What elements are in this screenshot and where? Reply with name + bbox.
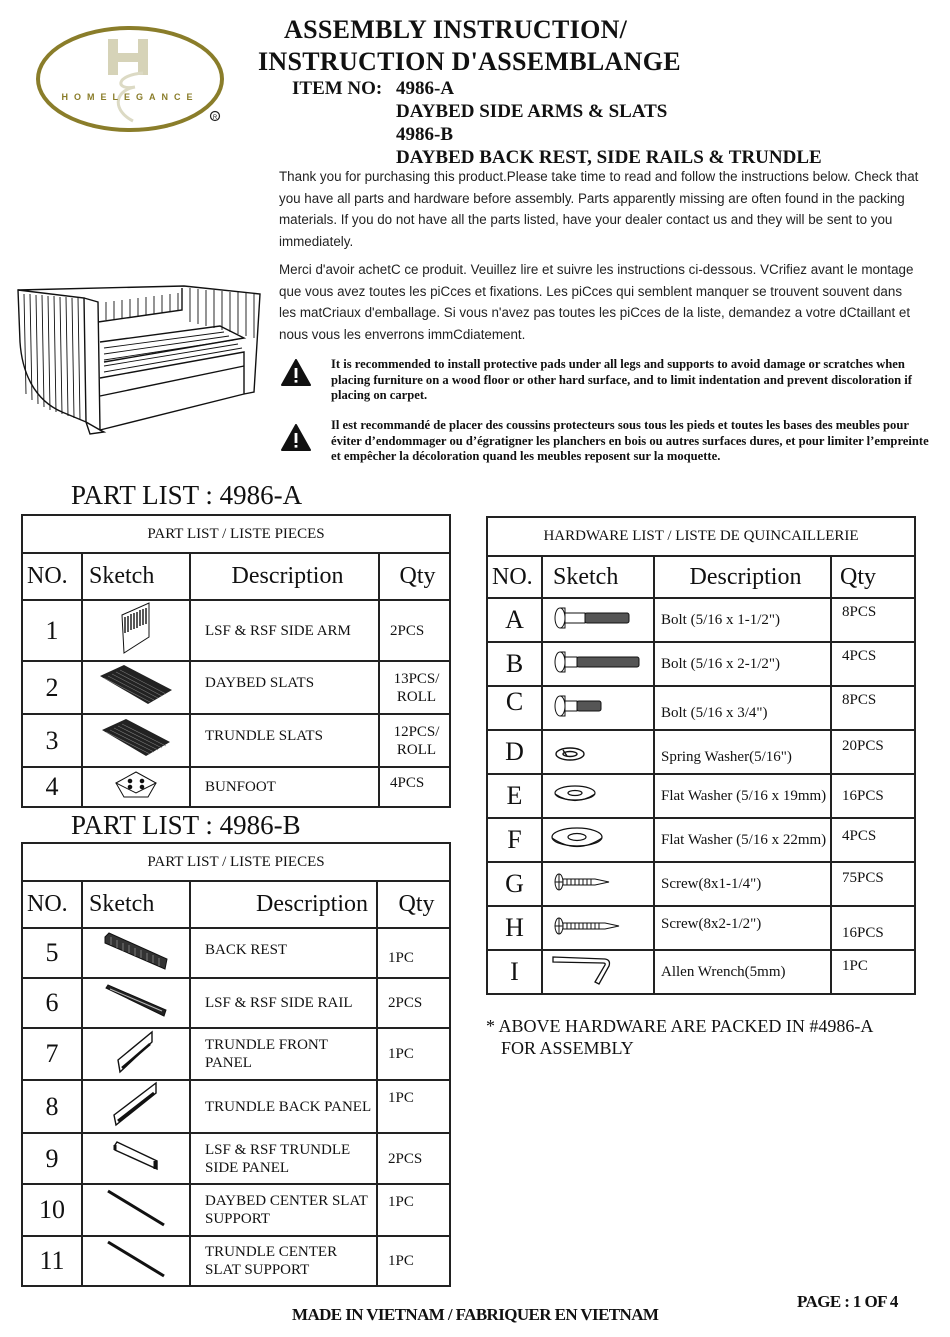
hardware-note-line-1: * ABOVE HARDWARE ARE PACKED IN #4986-A: [486, 1016, 874, 1036]
table-row: [22, 1184, 450, 1236]
table-row: [22, 928, 450, 978]
row-description: TRUNDLE FRONT PANEL: [190, 1028, 377, 1080]
table-row: [22, 978, 450, 1028]
row-qty: 16PCS: [831, 774, 915, 818]
table-row: [487, 774, 915, 818]
trundle-back-panel-sketch-icon: [82, 1080, 190, 1133]
row-no: 11: [22, 1236, 82, 1286]
item-desc-a: DAYBED SIDE ARMS & SLATS: [396, 101, 668, 122]
row-qty: 1PC: [377, 928, 450, 978]
row-description: DAYBED SLATS: [190, 661, 379, 714]
row-qty: 8PCS: [831, 686, 915, 730]
row-description: TRUNDLE SLATS: [190, 714, 379, 767]
warning-icon: [281, 357, 331, 404]
title-line-1: ASSEMBLY INSTRUCTION/: [284, 15, 628, 44]
row-qty: 75PCS: [831, 862, 915, 906]
part-list-b-caption: PART LIST / LISTE PIECES: [22, 843, 450, 881]
table-row: [487, 598, 915, 642]
warning-french: [281, 418, 931, 465]
trundle-front-panel-sketch-icon: [82, 1028, 190, 1080]
item-code-b: 4986-B: [396, 124, 453, 145]
col-no: NO.: [487, 556, 542, 598]
part-list-b-table: [21, 842, 451, 1287]
table-row: [22, 767, 450, 807]
row-qty: 13PCS/ ROLL: [379, 661, 450, 714]
row-no: E: [487, 774, 542, 818]
row-qty: 2PCS: [377, 1133, 450, 1184]
row-description: Screw(8x2-1/2"): [654, 906, 831, 950]
col-sketch: Sketch: [82, 881, 190, 928]
allen-wrench-sketch-icon: [542, 950, 654, 994]
row-description: Bolt (5/16 x 3/4"): [654, 686, 831, 730]
table-row: [487, 730, 915, 774]
spring-washer-sketch-icon: [542, 730, 654, 774]
table-row: [22, 1133, 450, 1184]
part-list-b-title: PART LIST : 4986-B: [71, 810, 301, 840]
table-row: [22, 600, 450, 661]
slats-roll-sketch-icon: [82, 661, 190, 714]
row-no: 1: [22, 600, 82, 661]
row-description: Flat Washer (5/16 x 22mm): [654, 818, 831, 862]
hardware-note-line-2: FOR ASSEMBLY: [501, 1038, 634, 1058]
row-no: 8: [22, 1080, 82, 1133]
trundle-side-panel-sketch-icon: [82, 1133, 190, 1184]
row-no: 3: [22, 714, 82, 767]
bunfoot-sketch-icon: [82, 767, 190, 807]
warning-text-french: Il est recommandé de placer des coussins protecteurs sous tous les pieds et toutes les bases des meubles pour éviter d’endommager ou d’égratigner les planchers en bois ou autres surfaces dures, et pour limiter l’empreinte et empêcher la décoloration quand les meubles reposent sur la moquette.: [331, 418, 929, 463]
row-qty: 20PCS: [831, 730, 915, 774]
slats-roll-sketch-icon: [82, 714, 190, 767]
item-numbers: [292, 77, 822, 169]
table-row: [22, 1080, 450, 1133]
back-rest-sketch-icon: [82, 928, 190, 978]
page-number: PAGE : 1 OF 4: [797, 1292, 898, 1311]
item-label: ITEM NO:: [292, 78, 383, 99]
warning-text-english: It is recommended to install protective pads under all legs and supports to avoid damage or scratches when placing furniture on a wood floor or other hard surface, and to limit indentation and prevent discoloration if placing on carpet.: [331, 357, 912, 402]
daybed-center-slat-support-sketch-icon: [82, 1184, 190, 1236]
row-description: TRUNDLE BACK PANEL: [190, 1080, 377, 1133]
row-no: 2: [22, 661, 82, 714]
svg-text:R: R: [212, 115, 218, 121]
row-description: LSF & RSF SIDE ARM: [190, 600, 379, 661]
row-qty: 4PCS: [831, 642, 915, 686]
row-description: Bolt (5/16 x 1-1/2"): [654, 598, 831, 642]
table-row: [22, 1028, 450, 1080]
row-qty: 2PCS: [379, 600, 450, 661]
flat-washer-sketch-icon: [542, 818, 654, 862]
row-qty: 1PC: [831, 950, 915, 994]
intro-french: Merci d'avoir achetC ce produit. Veuillez lire et suivre les instructions ci-dessous. VCrifiez avant le montage que vous avez toutes les piCces et fixations. Les piCces qui semblent manquer se trouvent souvent dans les matCriaux d'emballage. Si vous n'avez pas toutes les piCces de la liste, demandez a votre dCtaillant et nous vous les enverrons immCdiatement.: [279, 262, 914, 342]
item-desc-b: DAYBED BACK REST, SIDE RAILS & TRUNDLE: [396, 147, 822, 168]
daybed-illustration: [14, 282, 266, 437]
part-list-a-title: PART LIST : 4986-A: [71, 480, 303, 510]
row-no: 5: [22, 928, 82, 978]
table-row: [487, 862, 915, 906]
row-no: I: [487, 950, 542, 994]
col-sketch: Sketch: [82, 553, 190, 600]
row-description: DAYBED CENTER SLAT SUPPORT: [190, 1184, 377, 1236]
row-no: H: [487, 906, 542, 950]
row-qty: 4PCS: [379, 767, 450, 807]
row-description: Spring Washer(5/16"): [654, 730, 831, 774]
row-qty: 12PCS/ ROLL: [379, 714, 450, 767]
row-no: B: [487, 642, 542, 686]
row-no: 9: [22, 1133, 82, 1184]
table-row: [22, 1236, 450, 1286]
homelegance-logo: [35, 25, 225, 133]
row-no: C: [487, 686, 542, 730]
warning-icon: [281, 418, 331, 465]
bolt-sketch-icon: [542, 642, 654, 686]
hardware-note: [486, 1015, 873, 1059]
table-row: [487, 818, 915, 862]
row-no: F: [487, 818, 542, 862]
side-arm-sketch-icon: [82, 600, 190, 661]
col-no: NO.: [22, 553, 82, 600]
col-qty: Qty: [379, 553, 450, 600]
row-qty: 16PCS: [831, 906, 915, 950]
col-sketch: Sketch: [542, 556, 654, 598]
table-row: [487, 642, 915, 686]
screw-sketch-icon: [542, 906, 654, 950]
row-description: BACK REST: [190, 928, 377, 978]
row-no: G: [487, 862, 542, 906]
row-qty: 2PCS: [377, 978, 450, 1028]
row-qty: 1PC: [377, 1028, 450, 1080]
document-title: [258, 14, 718, 78]
intro-text: [279, 166, 919, 352]
col-qty: Qty: [831, 556, 915, 598]
row-no: D: [487, 730, 542, 774]
screw-sketch-icon: [542, 862, 654, 906]
table-row: [487, 906, 915, 950]
col-description: Description: [190, 553, 379, 600]
col-no: NO.: [22, 881, 82, 928]
table-row: [487, 950, 915, 994]
part-list-a-caption: PART LIST / LISTE PIECES: [22, 515, 450, 553]
row-no: 7: [22, 1028, 82, 1080]
title-line-2: INSTRUCTION D'ASSEMBLANGE: [258, 47, 681, 76]
item-code-a: 4986-A: [396, 78, 455, 99]
brand-name: HOMELEGANCE: [61, 92, 199, 102]
flat-washer-sketch-icon: [542, 774, 654, 818]
row-qty: 4PCS: [831, 818, 915, 862]
row-description: LSF & RSF SIDE RAIL: [190, 978, 377, 1028]
table-row: [22, 714, 450, 767]
warning-english: [281, 357, 931, 404]
hardware-list-caption: HARDWARE LIST / LISTE DE QUINCAILLERIE: [487, 517, 915, 556]
intro-english: Thank you for purchasing this product.Please take time to read and follow the instructions below. Check that you have all parts and hardware before assembly. Parts apparently missing are often found in the packing materials. If you do not have all the parts listed, have your dealer contact us and they will be sent to you immediately.: [279, 169, 919, 249]
bolt-sketch-icon: [542, 598, 654, 642]
col-qty: Qty: [377, 881, 450, 928]
row-description: BUNFOOT: [190, 767, 379, 807]
row-qty: 1PC: [377, 1080, 450, 1133]
row-qty: 1PC: [377, 1184, 450, 1236]
row-qty: 8PCS: [831, 598, 915, 642]
side-rail-sketch-icon: [82, 978, 190, 1028]
trundle-center-slat-support-sketch-icon: [82, 1236, 190, 1286]
row-description: Allen Wrench(5mm): [654, 950, 831, 994]
col-description: Description: [190, 881, 377, 928]
row-no: 4: [22, 767, 82, 807]
table-row: [22, 661, 450, 714]
row-description: Flat Washer (5/16 x 19mm): [654, 774, 831, 818]
part-list-a-table: [21, 514, 451, 808]
row-description: LSF & RSF TRUNDLE SIDE PANEL: [190, 1133, 377, 1184]
hardware-list-table: [486, 516, 916, 995]
row-description: Bolt (5/16 x 2-1/2"): [654, 642, 831, 686]
row-no: 6: [22, 978, 82, 1028]
table-row: [487, 686, 915, 730]
row-description: TRUNDLE CENTER SLAT SUPPORT: [190, 1236, 377, 1286]
row-no: 10: [22, 1184, 82, 1236]
row-qty: 1PC: [377, 1236, 450, 1286]
row-no: A: [487, 598, 542, 642]
col-description: Description: [654, 556, 831, 598]
origin-footer: MADE IN VIETNAM / FABRIQUER EN VIETNAM: [292, 1305, 659, 1324]
row-description: Screw(8x1-1/4"): [654, 862, 831, 906]
bolt-sketch-icon: [542, 686, 654, 730]
